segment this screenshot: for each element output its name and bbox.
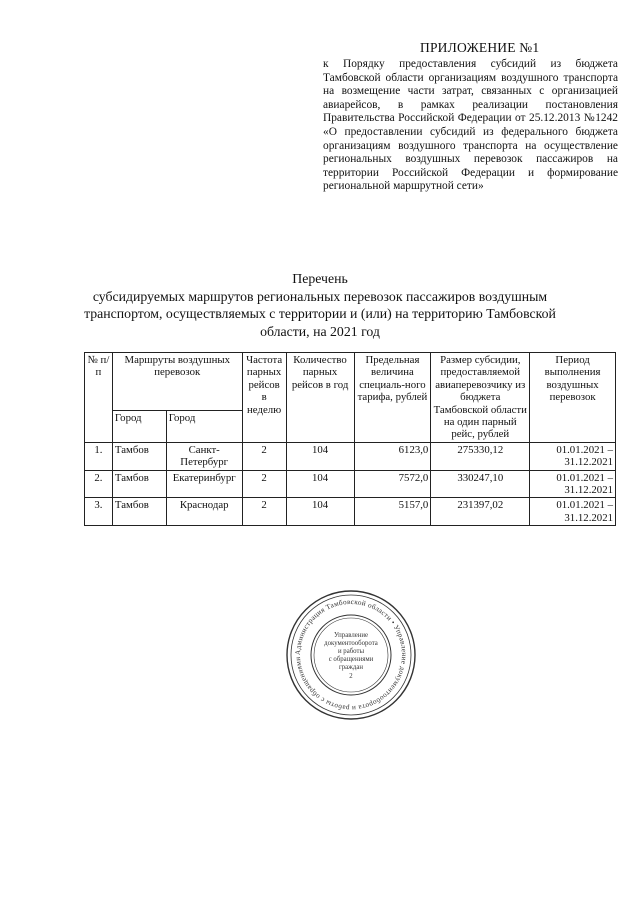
row-num: 3. [85, 498, 113, 526]
header-subsidy: Размер субсидии, предоставляемой авиаперевозчику из бюджета Тамбовской области на один парный рейс, рублей [431, 353, 530, 443]
row-count: 104 [286, 498, 354, 526]
row-subsidy: 330247,10 [431, 470, 530, 498]
row-to: Санкт-Петербург [166, 442, 242, 470]
row-period: 01.01.2021 – 31.12.2021 [530, 498, 616, 526]
stamp-line: Управление [333, 632, 369, 639]
header-frequency: Частота парных рейсов в неделю [242, 353, 286, 443]
header-num: № п/п [85, 353, 113, 443]
stamp-line: 2 [349, 673, 353, 680]
row-from: Тамбов [112, 498, 166, 526]
row-tariff: 7572,0 [354, 470, 431, 498]
header-city-1: Город [112, 410, 166, 442]
header-count: Количество парных рейсов в год [286, 353, 354, 443]
routes-table [84, 352, 616, 526]
appendix-title: ПРИЛОЖЕНИЕ №1 [420, 40, 540, 55]
table-row [85, 470, 616, 498]
table-row [85, 498, 616, 526]
row-frequency: 2 [242, 442, 286, 470]
row-num: 2. [85, 470, 113, 498]
stamp-line: документооборота [324, 640, 378, 647]
stamp-line: и работы [337, 648, 365, 655]
official-stamp [284, 588, 418, 722]
table-row [85, 442, 616, 470]
header-city-2: Город [166, 410, 242, 442]
row-from: Тамбов [112, 442, 166, 470]
row-subsidy: 231397,02 [431, 498, 530, 526]
stamp-seal-icon [284, 588, 418, 722]
stamp-ring-text: Администрация Тамбовской области • Управление документооборота и работы с обращениями [293, 597, 409, 713]
row-count: 104 [286, 470, 354, 498]
row-frequency: 2 [242, 498, 286, 526]
table-header-row [85, 353, 616, 411]
heading-line-2: субсидируемых маршрутов региональных перевозок пассажиров воздушным транспортом, осуществляемых с территории и (или) на территорию Тамбовской области, на 2021 год [84, 288, 556, 339]
row-frequency: 2 [242, 470, 286, 498]
row-to: Екатеринбург [166, 470, 242, 498]
row-from: Тамбов [112, 470, 166, 498]
row-num: 1. [85, 442, 113, 470]
row-period: 01.01.2021 – 31.12.2021 [530, 442, 616, 470]
appendix-text: к Порядку предоставления субсидий из бюджета Тамбовской области организациям воздушного транспорта на возмещение части затрат, связанных с организацией авиарейсов, в рамках реализации постановления Правительства Российской Федерации от 25.12.2013 №1242 «О предоставлении субсидий из федерального бюджета организациям воздушного транспорта на осуществление региональных воздушных перевозок пассажиров на территории Российской Федерации и формирование региональной маршрутной сети» [323, 58, 618, 193]
row-subsidy: 275330,12 [431, 442, 530, 470]
heading-line-1: Перечень [292, 271, 348, 286]
header-tariff: Предельная величина специаль-ного тарифа, рублей [354, 353, 431, 443]
stamp-line: граждан [338, 664, 364, 671]
row-to: Краснодар [166, 498, 242, 526]
stamp-line: с обращениями [328, 656, 374, 663]
header-routes: Маршруты воздушных перевозок [112, 353, 242, 411]
row-period: 01.01.2021 – 31.12.2021 [530, 470, 616, 498]
row-tariff: 6123,0 [354, 442, 431, 470]
header-period: Период выполнения воздушных перевозок [530, 353, 616, 443]
row-count: 104 [286, 442, 354, 470]
row-tariff: 5157,0 [354, 498, 431, 526]
document-heading [80, 270, 560, 340]
